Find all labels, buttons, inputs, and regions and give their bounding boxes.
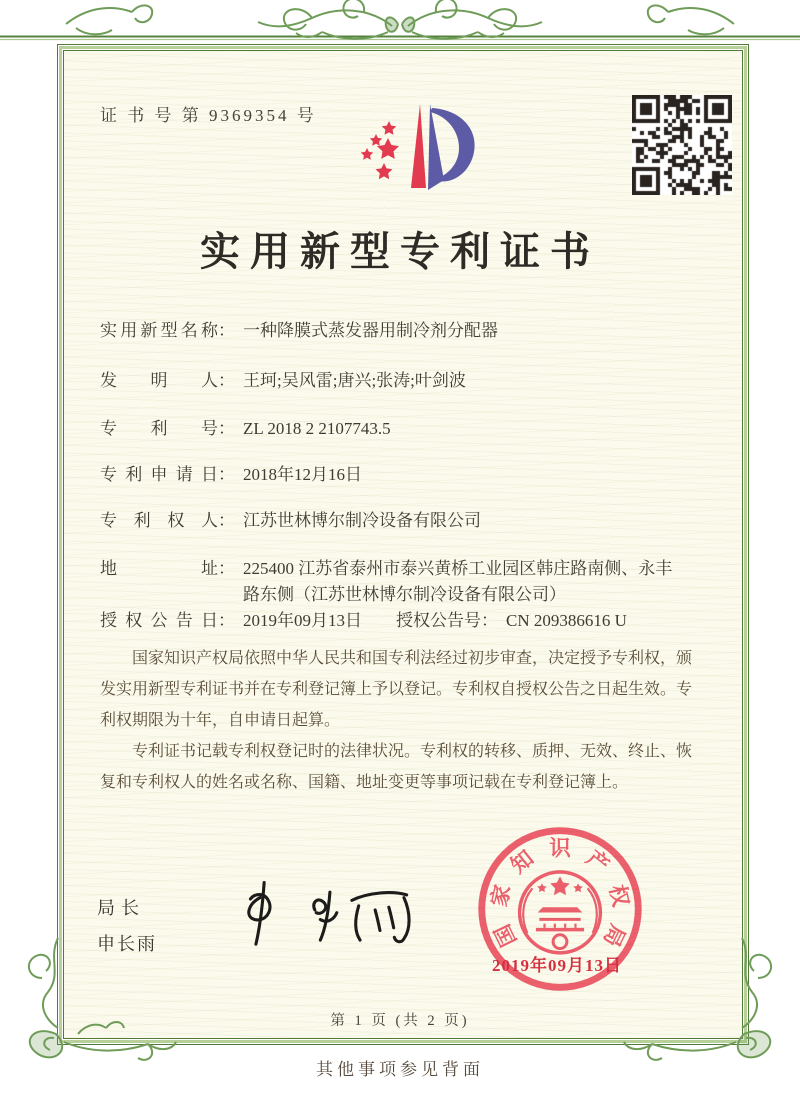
svg-text:家: 家: [487, 882, 516, 909]
field-colon: ：: [218, 465, 235, 484]
legal-paragraph-2: 专利证书记载专利权登记时的法律状况。专利权的转移、质押、无效、终止、恢复和专利权人的姓名或名称、国籍、地址变更等事项记载在专利登记簿上。: [100, 743, 693, 791]
field-value: 2019年09月13日: [243, 611, 362, 630]
field-colon: ：: [218, 511, 235, 530]
field-value: 2018年12月16日: [243, 465, 362, 484]
legal-text: [100, 643, 704, 798]
svg-text:局: 局: [598, 920, 630, 951]
field-row-patent-no: [100, 416, 680, 442]
field-row-grant: [100, 608, 680, 634]
field-value: CN 209386616 U: [506, 611, 627, 630]
svg-text:权: 权: [604, 882, 633, 909]
page-indicator: 第 1 页 (共 2 页): [330, 1013, 470, 1029]
svg-text:国: 国: [490, 920, 522, 951]
svg-text:知: 知: [506, 845, 539, 878]
certificate-title: 实用新型专利证书: [200, 229, 600, 274]
field-row-address: [100, 556, 688, 609]
field-row-filing-date: [100, 462, 680, 488]
director-signature-icon: [234, 862, 419, 962]
field-label: 专利号: [100, 419, 218, 438]
seal-date: 2019年09月13日: [492, 956, 622, 975]
field-label: 专利申请日: [100, 465, 218, 484]
field-value: 225400 江苏省泰州市泰兴黄桥工业园区韩庄路南侧、永丰路东侧（江苏世林博尔制冷设备有限公司）: [243, 559, 673, 605]
field-value: 江苏世林博尔制冷设备有限公司: [243, 511, 481, 530]
field-value: ZL 2018 2 2107743.5: [243, 419, 391, 438]
field-colon: ：: [481, 611, 498, 630]
legal-paragraph-1: 国家知识产权局依照中华人民共和国专利法经过初步审查，决定授予专利权，颁发实用新型专利证书并在专利登记簿上予以登记。专利权自授权公告之日起生效。专利权期限为十年，自申请日起算。: [100, 650, 693, 729]
field-value: 王珂;吴风雷;唐兴;张涛;叶剑波: [243, 371, 466, 390]
field-colon: ：: [218, 419, 235, 438]
back-side-note: 其他事项参见背面: [316, 1060, 484, 1079]
field-row-patentee: [100, 508, 680, 534]
field-row-inventors: [100, 368, 680, 394]
field-label: 发明人: [100, 371, 218, 390]
field-colon: ：: [218, 559, 235, 578]
field-label: 授权公告日: [100, 611, 218, 630]
field-row-name: [100, 318, 680, 344]
svg-text:识: 识: [549, 836, 571, 861]
field-value: 一种降膜式蒸发器用制冷剂分配器: [243, 321, 498, 340]
field-label: 专利权人: [100, 511, 218, 530]
field-label: 地址: [100, 559, 218, 578]
field-colon: ：: [218, 321, 235, 340]
signer-name: 申长雨: [97, 934, 157, 954]
cnipa-logo-icon: [340, 100, 480, 205]
field-colon: ：: [218, 611, 235, 630]
field-label: 实用新型名称: [100, 321, 218, 340]
qr-code: [632, 95, 732, 195]
signer-title: 局长: [97, 898, 145, 918]
certificate-number: 证 书 号 第 9369354 号: [100, 106, 317, 125]
svg-text:产: 产: [581, 845, 614, 878]
field-colon: ：: [218, 371, 235, 390]
field-label: 授权公告号: [396, 611, 481, 630]
